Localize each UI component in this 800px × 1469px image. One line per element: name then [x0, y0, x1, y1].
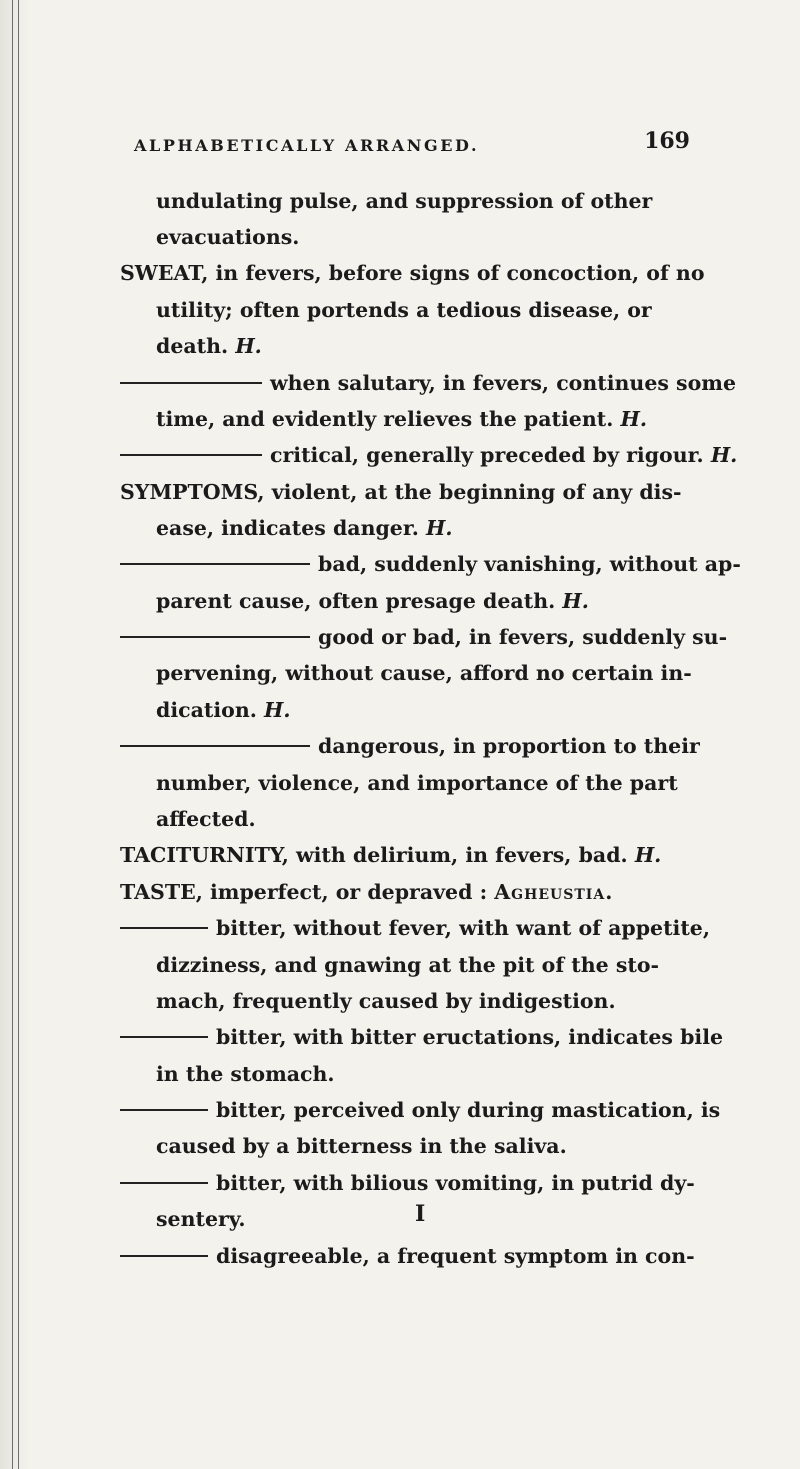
line-text: dangerous, in proportion to their	[318, 734, 700, 758]
line-text: time, and evidently relieves the patient.	[156, 407, 621, 431]
ditto-dash	[120, 636, 310, 638]
running-title: ALPHABETICALLY ARRANGED.	[134, 136, 480, 155]
line-text: parent cause, often presage death.	[156, 589, 563, 613]
text-line	[120, 328, 756, 364]
text-line	[120, 947, 756, 983]
ditto-dash	[120, 1182, 208, 1184]
author-citation: H.	[634, 843, 662, 867]
line-text: death.	[156, 334, 236, 358]
line-text: bitter, perceived only during mastication, is	[216, 1098, 721, 1122]
ditto-dash	[120, 454, 262, 456]
text-line	[120, 219, 756, 255]
line-text: when salutary, in fevers, continues some	[270, 371, 736, 395]
text-line	[120, 619, 728, 655]
page-binding-edge	[0, 0, 30, 1469]
author-citation: H.	[264, 698, 291, 722]
ditto-dash	[120, 382, 262, 384]
author-citation: H.	[235, 334, 262, 358]
line-text: bitter, with bilious vomiting, in putrid dy-	[216, 1171, 695, 1195]
line-text: evacuations.	[156, 225, 300, 249]
page-header	[134, 128, 694, 164]
text-line	[120, 801, 756, 837]
author-citation: H.	[562, 589, 589, 613]
text-line	[120, 1238, 720, 1274]
line-text: caused by a bitterness in the saliva.	[156, 1134, 567, 1158]
signature-mark: I	[415, 1201, 426, 1227]
text-line	[120, 655, 756, 691]
line-text: mach, frequently caused by indigestion.	[156, 989, 616, 1013]
line-text: sentery.	[156, 1207, 246, 1231]
line-text: SWEAT, in fevers, before signs of concoction, of no	[120, 261, 705, 285]
author-citation: H.	[710, 443, 738, 467]
line-text: disagreeable, a frequent symptom in con-	[216, 1244, 695, 1268]
ditto-dash	[120, 927, 208, 929]
text-line	[120, 1201, 756, 1237]
text-line	[120, 401, 756, 437]
text-line	[120, 1165, 720, 1201]
text-line	[120, 910, 720, 946]
text-line	[120, 292, 756, 328]
text-line	[120, 1019, 724, 1055]
line-text: undulating pulse, and suppression of other	[156, 189, 653, 213]
author-citation: H.	[426, 516, 453, 540]
text-line	[120, 728, 720, 764]
ditto-dash	[120, 1109, 208, 1111]
text-line	[120, 510, 756, 546]
line-text: critical, generally preceded by rigour.	[270, 443, 711, 467]
line-text: bitter, with bitter eructations, indicates bile	[216, 1025, 724, 1049]
text-line	[120, 437, 738, 473]
line-text: utility; often portends a tedious disease, or	[156, 298, 652, 322]
line-text: in the stomach.	[156, 1062, 335, 1086]
ditto-dash	[120, 1036, 208, 1038]
text-line	[120, 365, 736, 401]
text-line	[120, 692, 756, 728]
line-text: dication.	[156, 698, 264, 722]
line-text: affected.	[156, 807, 256, 831]
text-line	[120, 837, 720, 873]
line-text: ease, indicates danger.	[156, 516, 427, 540]
ditto-dash	[120, 745, 310, 747]
text-line	[120, 474, 720, 510]
text-line	[120, 1056, 756, 1092]
line-text: good or bad, in fevers, suddenly su-	[318, 625, 728, 649]
line-text: bad, suddenly vanishing, without ap-	[318, 552, 741, 576]
text-line	[120, 583, 756, 619]
text-line	[120, 1128, 756, 1164]
author-citation: H.	[620, 407, 647, 431]
line-text: SYMPTOMS, violent, at the beginning of any dis-	[120, 480, 682, 504]
line-text: number, violence, and importance of the part	[156, 771, 678, 795]
ditto-dash	[120, 563, 310, 565]
text-line	[120, 765, 756, 801]
text-line	[120, 546, 741, 582]
text-line	[120, 874, 720, 910]
text-line	[120, 255, 720, 291]
term-smallcaps: Agheustia.	[494, 880, 614, 904]
line-text: TACITURNITY, with delirium, in fevers, bad.	[120, 843, 635, 867]
line-text: dizziness, and gnawing at the pit of the sto-	[156, 953, 660, 977]
text-line	[120, 183, 756, 219]
line-text: TASTE, imperfect, or depraved :	[120, 880, 495, 904]
text-line	[120, 1092, 720, 1128]
ditto-dash	[120, 1255, 208, 1257]
text-line	[120, 983, 756, 1019]
page-number: 169	[644, 128, 690, 154]
line-text: bitter, without fever, with want of appetite,	[216, 916, 710, 940]
line-text: pervening, without cause, afford no certain in-	[156, 661, 692, 685]
